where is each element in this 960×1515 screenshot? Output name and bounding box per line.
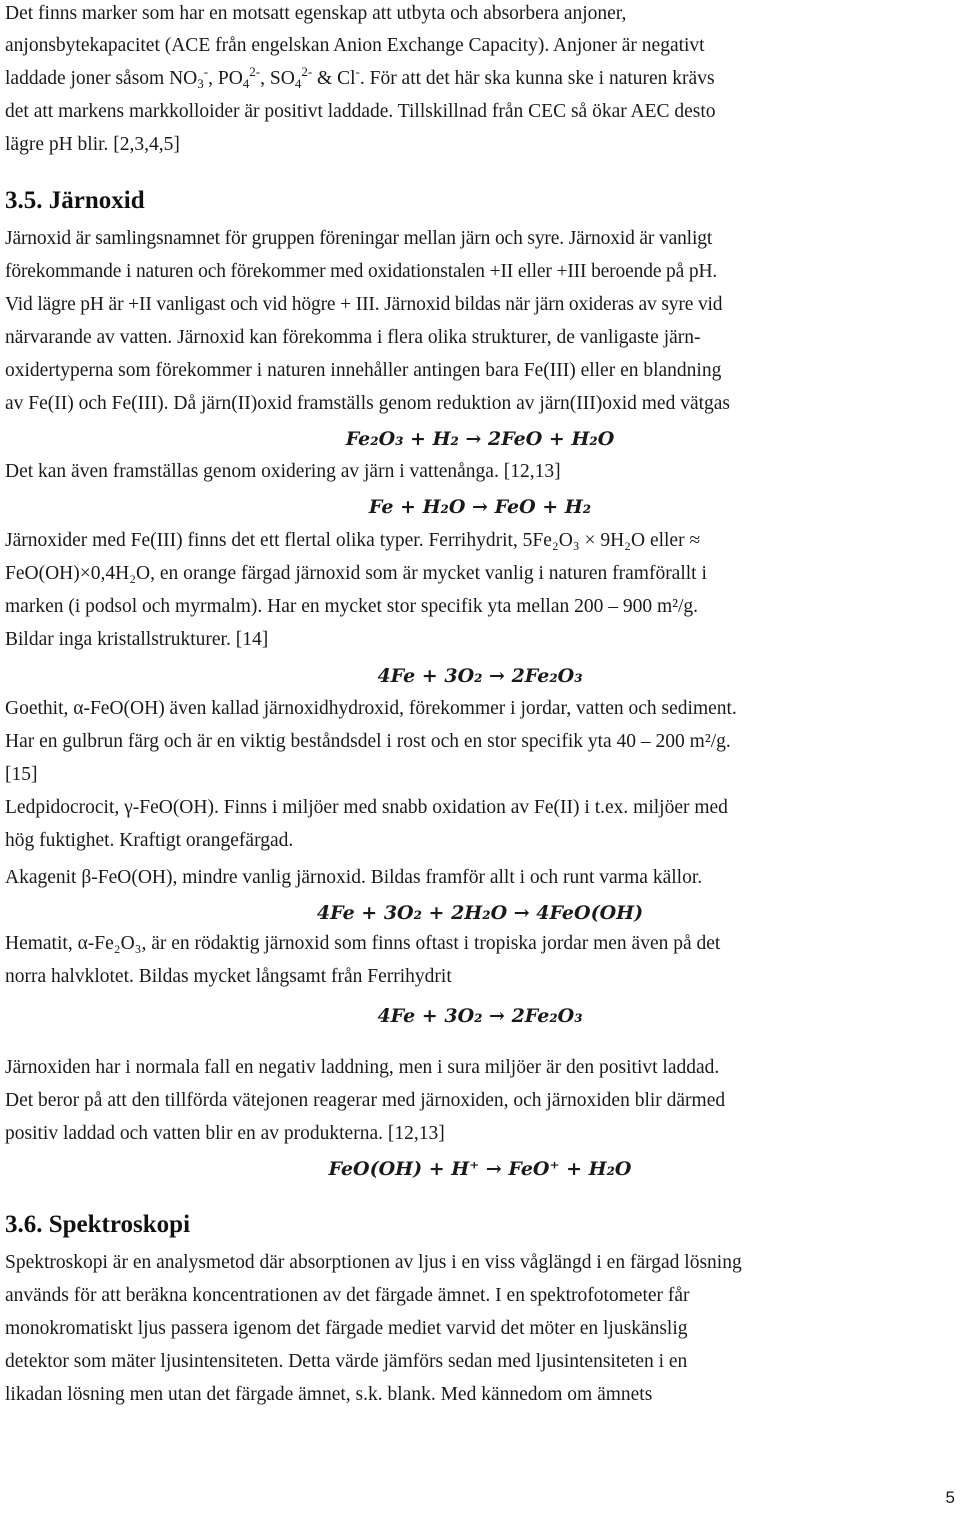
text-line: Akagenit β-FeO(OH), mindre vanlig järnoxid. Bildas framför allt i och runt varma källor. (5, 867, 703, 888)
text-line: FeO(OH)×0,4H₂O, en orange färgad järnoxid som är mycket vanlig i naturen framförallt i (5, 563, 707, 584)
text-line: det att markens markkolloider är positivt laddade. Tillskillnad från CEC så ökar AEC desto (5, 101, 716, 122)
text-line: Spektroskopi är en analysmetod där absorptionen av ljus i en viss våglängd i en färgad lösning (5, 1252, 742, 1273)
equation-4: 4Fe + 3O₂ + 2H₂O → 4FeO(OH) (316, 902, 644, 924)
text-line: Järnoxider med Fe(III) finns det ett flertal olika typer. Ferrihydrit, 5Fe₂O₃ × 9H₂O eller ≈ (5, 530, 701, 551)
page-number: 5 (945, 1488, 955, 1507)
text-line: förekommande i naturen och förekommer med oxidationstalen +II eller +III beroende på pH. (5, 261, 718, 282)
equation-5: 4Fe + 3O₂ → 2Fe₂O₃ (377, 1005, 583, 1027)
text-line: [15] (5, 764, 38, 785)
text-line: Järnoxiden har i normala fall en negativ laddning, men i sura miljöer är den positivt laddad. (5, 1057, 720, 1078)
equation-6: FeO(OH) + H⁺ → FeO⁺ + H₂O (328, 1158, 632, 1180)
text-line: Det beror på att den tillförda vätejonen reagerar med järnoxiden, och järnoxiden blir därmed (5, 1090, 726, 1111)
text-line: lägre pH blir. [2,3,4,5] (5, 134, 180, 155)
text-line: av Fe(II) och Fe(III). Då järn(II)oxid framställs genom reduktion av järn(III)oxid med vätgas (5, 393, 731, 414)
text-line: monokromatiskt ljus passera igenom det färgade mediet varvid det möter en ljuskänslig (5, 1318, 688, 1339)
text-line: Hematit, α-Fe₂O₃, är en rödaktig järnoxid som finns oftast i tropiska jordar men även på det (5, 933, 721, 954)
text-line: anjonsbytekapacitet (ACE från engelskan Anion Exchange Capacity). Anjoner är negativt (5, 35, 705, 56)
equation-2: Fe + H₂O → FeO + H₂ (368, 496, 592, 518)
text-line: hög fuktighet. Kraftigt orangefärgad. (5, 830, 294, 851)
text-line: närvarande av vatten. Järnoxid kan förekomma i flera olika strukturer, de vanligaste järn- (5, 327, 701, 348)
text-line: Det kan även framställas genom oxidering av järn i vattenånga. [12,13] (5, 461, 561, 482)
section-heading-spektroskopi: 3.6. Spektroskopi (5, 1211, 191, 1238)
section-heading-jarnoxid: 3.5. Järnoxid (5, 187, 145, 214)
text-line: Har en gulbrun färg och är en viktig beståndsdel i rost och en stor specifik yta 40 – 200 m²/g. (5, 731, 731, 752)
text-line: Goethit, α-FeO(OH) även kallad järnoxidhydroxid, förekommer i jordar, vatten och sediment. (5, 698, 737, 719)
equation-3: 4Fe + 3O₂ → 2Fe₂O₃ (377, 665, 583, 687)
text-line: marken (i podsol och myrmalm). Har en mycket stor specifik yta mellan 200 – 900 m²/g. (5, 596, 699, 617)
text-line-anions: laddade joner såsom $NO_3^-$, $PO_4^{2-}$, $SO_4^{2-}$ & Cl-. För att det här ska kunna ske i naturen krävs (5, 64, 715, 91)
text-line: positiv laddad och vatten blir en av produkterna. [12,13] (5, 1123, 445, 1144)
equation-1: Fe₂O₃ + H₂ → 2FeO + H₂O (345, 428, 615, 450)
text-line: Järnoxid är samlingsnamnet för gruppen föreningar mellan järn och syre. Järnoxid är vanligt (5, 228, 713, 249)
text-line: norra halvklotet. Bildas mycket långsamt från Ferrihydrit (5, 966, 452, 987)
text-line: detektor som mäter ljusintensiteten. Detta värde jämförs sedan med ljusintensiteten i en (5, 1351, 688, 1372)
text-line: likadan lösning men utan det färgade ämnet, s.k. blank. Med kännedom om ämnets (5, 1384, 653, 1405)
text-line: Det finns marker som har en motsatt egenskap att utbyta och absorbera anjoner, (5, 3, 627, 24)
text-line: oxidertyperna som förekommer i naturen innehåller antingen bara Fe(III) eller en blandning (5, 360, 722, 381)
text-line: Ledpidocrocit, γ-FeO(OH). Finns i miljöer med snabb oxidation av Fe(II) i t.ex. miljöer med (5, 797, 728, 818)
text-line: används för att beräkna koncentrationen av det färgade ämnet. I en spektrofotometer får (5, 1285, 690, 1306)
text-line: Vid lägre pH är +II vanligast och vid högre + III. Järnoxid bildas när järn oxideras av syre vid (5, 294, 723, 315)
text-line: Bildar inga kristallstrukturer. [14] (5, 629, 269, 650)
